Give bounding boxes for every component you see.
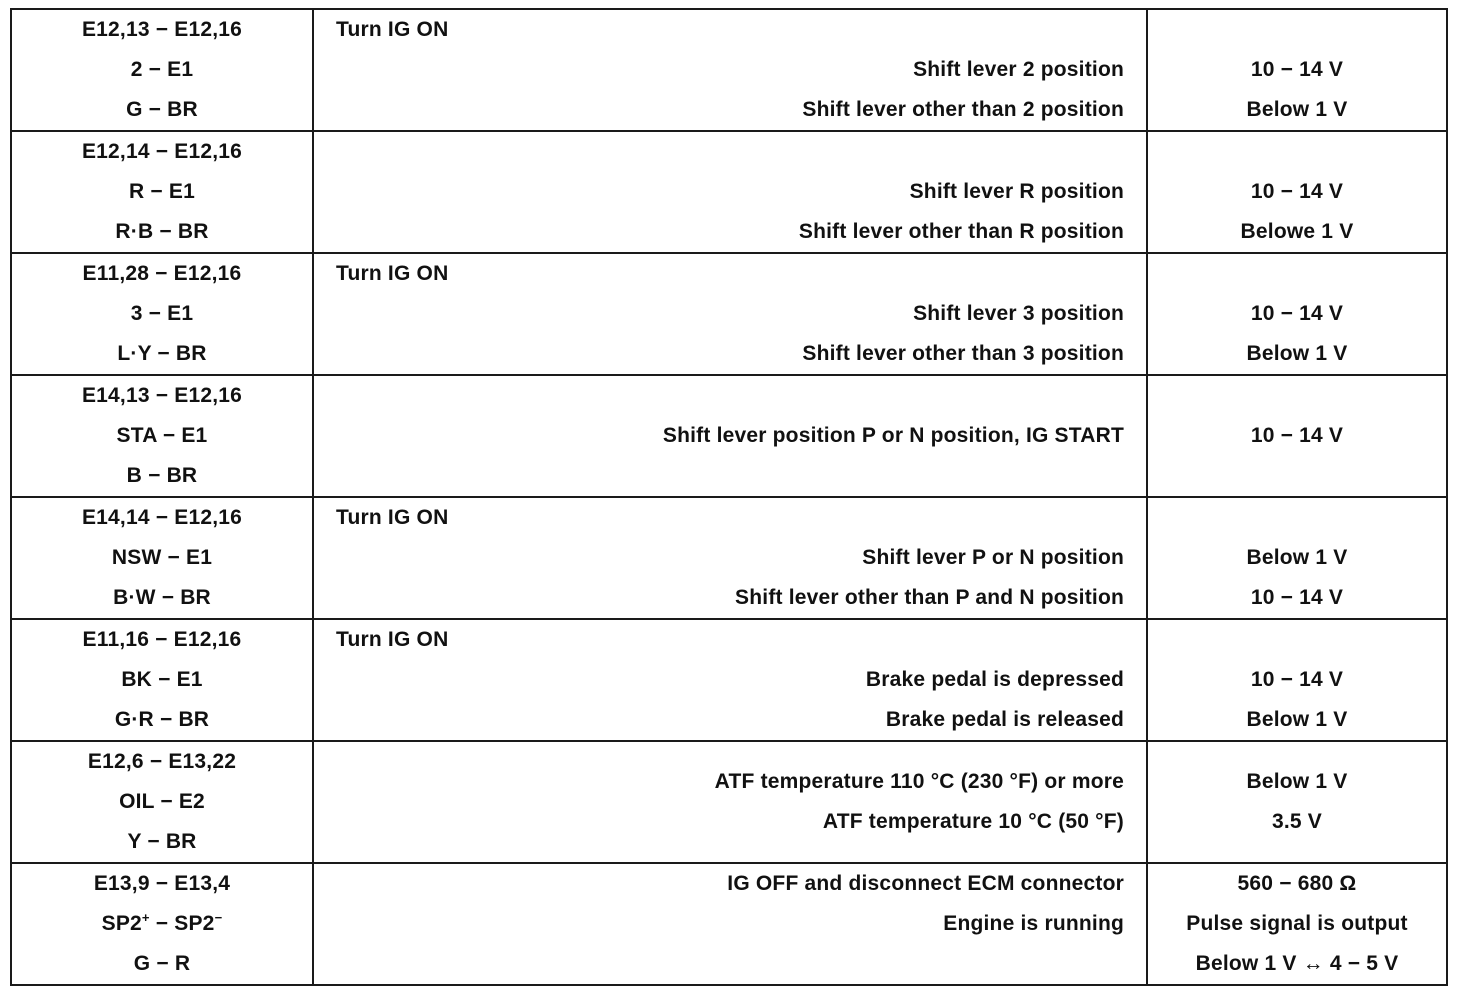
terminal-symbol: OIL − E2 [119,790,205,813]
terminal-wire-color: B − BR [126,464,198,487]
terminal-wire-color: G·R − BR [114,708,210,731]
table-row [11,619,1447,741]
terminal-connector: E11,16 − E12,16 [82,628,242,651]
specified-value-cell [1147,375,1447,497]
condition-text: Shift lever other than P and N position [735,586,1124,609]
condition-cell [313,9,1147,131]
terminal-connector: E14,14 − E12,16 [81,506,243,529]
condition-text: Engine is running [943,912,1124,935]
condition-header: Turn IG ON [336,262,449,285]
terminal-cell [11,863,313,985]
condition-cell [313,741,1147,863]
terminal-cell [11,253,313,375]
condition-text: IG OFF and disconnect ECM connector [727,872,1124,895]
table-row [11,375,1447,497]
terminal-connector: E12,14 − E12,16 [81,140,243,163]
condition-text: Shift lever 2 position [913,58,1124,81]
specified-value: 3.5 V [1271,810,1323,833]
specified-value-cell [1147,863,1447,985]
terminal-symbol: BK − E1 [121,668,203,691]
condition-text: Brake pedal is released [885,708,1124,731]
specified-value-cell [1147,497,1447,619]
condition-text: Shift lever other than 3 position [802,342,1124,365]
condition-text: Shift lever position P or N position, IG START [662,424,1124,447]
terminal-symbol: STA − E1 [116,424,208,447]
condition-header: Turn IG ON [336,506,449,529]
terminal-symbol-sep: − [149,912,175,935]
terminal-wire-color: Y − BR [127,830,197,853]
terminal-wire-color: G − BR [126,98,198,121]
terminal-cell [11,497,313,619]
condition-cell [313,497,1147,619]
specified-value: 10 − 14 V [1250,180,1344,203]
condition-cell [313,375,1147,497]
specified-value: 10 − 14 V [1250,424,1344,447]
specified-value: 10 − 14 V [1250,58,1344,81]
specified-value: Below 1 V [1246,770,1348,793]
condition-text: Shift lever other than 2 position [802,98,1124,121]
specified-value-cell [1147,741,1447,863]
terminal-inspection-table [10,8,1448,986]
specified-value: Below 1 V [1246,546,1348,569]
terminal-cell [11,9,313,131]
terminal-connector: E11,28 − E12,16 [82,262,242,285]
specified-value-cell [1147,9,1447,131]
specified-value: 10 − 14 V [1250,668,1344,691]
terminal-connector: E13,9 − E13,4 [93,872,231,895]
table-row [11,131,1447,253]
table-row [11,253,1447,375]
specified-value: Below 1 V [1246,708,1348,731]
specified-value: Below 1 V [1246,98,1348,121]
terminal-wire-color: B·W − BR [113,586,211,609]
specified-value: Below 1 V [1246,342,1348,365]
inspection-table-sheet [10,8,1446,975]
terminal-symbol: 2 − E1 [130,58,194,81]
terminal-symbol: NSW − E1 [111,546,213,569]
terminal-symbol: R − E1 [129,180,195,203]
condition-header: Turn IG ON [336,18,449,41]
condition-cell [313,619,1147,741]
specified-value-cell [1147,131,1447,253]
terminal-symbol-b: SP2 [174,912,215,935]
condition-cell [313,863,1147,985]
condition-text: Shift lever other than R position [798,220,1124,243]
table-row [11,9,1447,131]
terminal-wire-color: L·Y − BR [117,342,207,365]
terminal-symbol-b-sup: − [214,910,223,925]
terminal-symbol: 3 − E1 [130,302,194,325]
specified-value: 10 − 14 V [1250,586,1344,609]
table-row [11,863,1447,985]
specified-value: 10 − 14 V [1250,302,1344,325]
terminal-cell [11,375,313,497]
condition-header: Turn IG ON [336,628,449,651]
condition-text: ATF temperature 110 °C (230 °F) or more [714,770,1124,793]
terminal-symbol-a: SP2 [101,912,142,935]
condition-text: Shift lever R position [909,180,1124,203]
condition-text: ATF temperature 10 °C (50 °F) [822,810,1124,833]
specified-value: 560 − 680 Ω [1237,872,1357,895]
specified-value-cell [1147,619,1447,741]
condition-cell [313,131,1147,253]
condition-text: Shift lever P or N position [862,546,1124,569]
table-row [11,497,1447,619]
terminal-cell [11,131,313,253]
specified-value: Below 1 V ↔ 4 − 5 V [1195,952,1399,975]
specified-value: Belowe 1 V [1240,220,1354,243]
terminal-wire-color: G − R [133,952,191,975]
terminal-connector: E12,6 − E13,22 [87,750,237,773]
terminal-wire-color: R·B − BR [115,220,209,243]
specified-value-cell [1147,253,1447,375]
terminal-connector: E14,13 − E12,16 [81,384,243,407]
specified-value: Pulse signal is output [1186,912,1408,935]
terminal-connector: E12,13 − E12,16 [81,18,243,41]
condition-text: Brake pedal is depressed [865,668,1124,691]
terminal-cell [11,741,313,863]
condition-cell [313,253,1147,375]
table-row [11,741,1447,863]
terminal-cell [11,619,313,741]
condition-text: Shift lever 3 position [913,302,1124,325]
terminal-symbol [12,904,312,944]
terminal-symbol-a-sup: + [141,910,150,925]
